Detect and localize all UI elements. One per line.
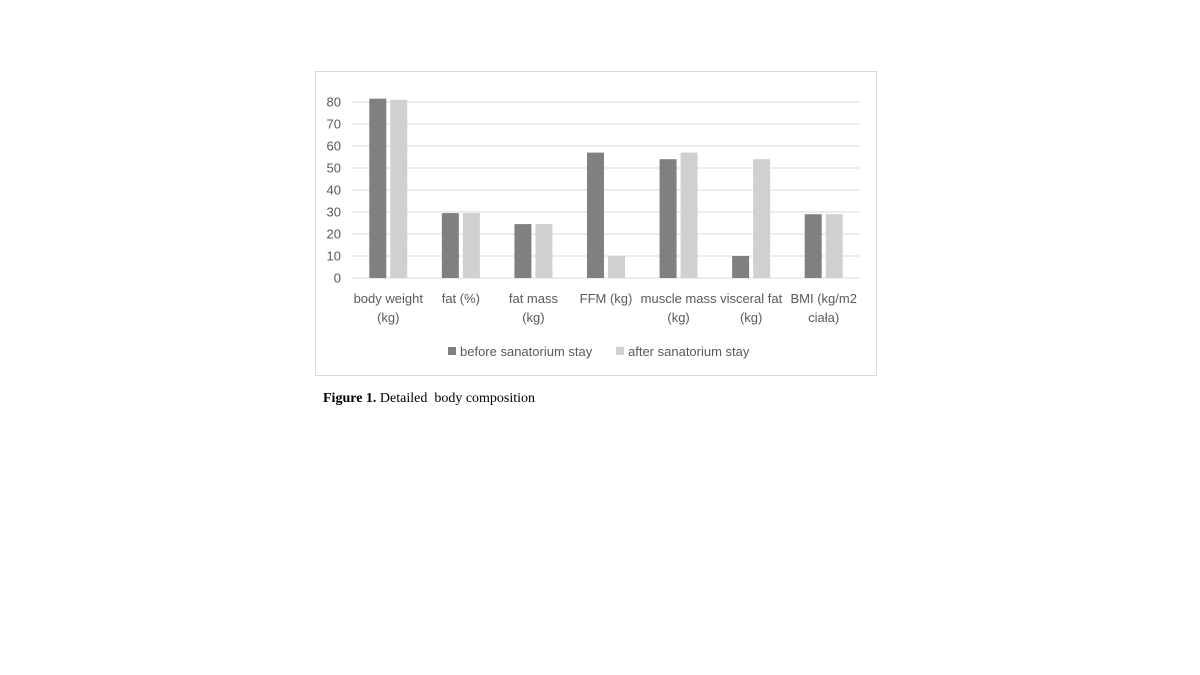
- bar-before-4: [660, 159, 677, 278]
- bar-after-3: [608, 256, 625, 278]
- bar-before-0: [369, 99, 386, 278]
- x-tick-label: body weight: [353, 291, 423, 306]
- bar-before-6: [805, 214, 822, 278]
- bar-after-6: [826, 214, 843, 278]
- x-tick-label: muscle mass: [640, 291, 717, 306]
- bar-after-4: [681, 153, 698, 278]
- y-tick-label: 30: [326, 204, 341, 220]
- bar-after-1: [463, 213, 480, 278]
- x-tick-label: ciała): [808, 310, 840, 325]
- y-tick-label: 0: [333, 270, 341, 286]
- y-tick-label: 60: [326, 138, 341, 154]
- y-tick-label: 20: [326, 226, 341, 242]
- bar-after-2: [535, 224, 552, 278]
- figure-caption: [323, 391, 535, 407]
- x-tick-label: FFM (kg): [579, 291, 633, 306]
- y-axis-ticks: [327, 95, 341, 286]
- y-tick-label: 80: [326, 94, 341, 110]
- x-tick-label: visceral fat: [720, 291, 783, 306]
- legend-label-before: before sanatorium stay: [460, 344, 593, 359]
- x-axis-ticks: [354, 291, 857, 325]
- y-tick-label: 10: [326, 248, 341, 264]
- y-tick-label: 50: [326, 160, 341, 176]
- x-tick-label: (kg): [739, 310, 763, 325]
- gridlines: [352, 102, 860, 278]
- bar-after-5: [753, 159, 770, 278]
- bar-before-1: [442, 213, 459, 278]
- y-tick-label: 40: [326, 182, 341, 198]
- x-tick-label: fat mass: [508, 291, 558, 306]
- bars: [369, 99, 842, 278]
- legend: [448, 344, 750, 359]
- x-tick-label: (kg): [377, 310, 400, 325]
- bar-before-3: [587, 153, 604, 278]
- bar-before-5: [732, 256, 749, 278]
- legend-swatch-before: [448, 347, 456, 355]
- legend-swatch-after: [616, 347, 624, 355]
- x-tick-label: (kg): [667, 310, 690, 325]
- figure-label: Figure 1.: [323, 391, 377, 406]
- x-tick-label: BMI (kg/m2: [790, 291, 857, 306]
- figure-caption-text: Detailed body composition: [376, 391, 536, 406]
- bar-before-2: [514, 224, 531, 278]
- bar-after-0: [390, 100, 407, 278]
- x-tick-label: (kg): [522, 310, 545, 325]
- y-tick-label: 70: [326, 116, 341, 132]
- x-tick-label: fat (%): [441, 291, 481, 306]
- legend-label-after: after sanatorium stay: [628, 344, 750, 359]
